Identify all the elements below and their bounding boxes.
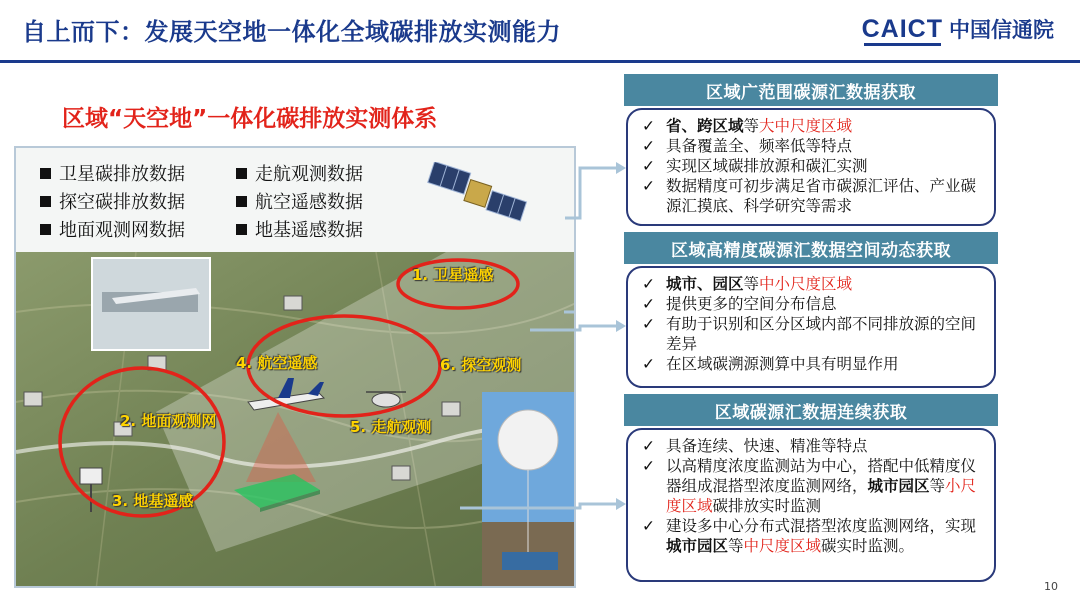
check-icon: ✓	[642, 437, 655, 455]
check-icon: ✓	[642, 275, 655, 293]
check-icon: ✓	[642, 295, 655, 313]
bullet-item	[640, 156, 984, 176]
bullet-text: 等	[743, 275, 760, 293]
bullet-text: 城市园区	[867, 477, 930, 495]
bullet-text: 建设多中心分布式混搭型浓度监测网络，实现	[666, 517, 977, 535]
bullet-text: 中小尺度区域	[759, 275, 853, 293]
label-ground-network: 2. 地面观测网	[120, 412, 217, 430]
bullet-item	[640, 116, 984, 136]
legend-item: 探空碳排放数据	[40, 188, 236, 214]
logo-org-name: 中国信通院	[949, 18, 1054, 42]
bullet-text: 具备连续、快速、精准等特点	[666, 437, 868, 455]
section-box-high-precision	[626, 266, 996, 388]
bullet-text: 以高精度浓度监测站为中心，搭配中低精度仪器组成混搭型浓度监测网络，	[666, 457, 977, 495]
bullet-text: 实现区域碳排放源和碳汇实测	[666, 157, 868, 175]
bullet-item	[640, 354, 984, 374]
bullet-text: 小尺度区域	[666, 477, 977, 515]
check-icon: ✓	[642, 137, 655, 155]
label-mobile: 5. 走航观测	[350, 418, 432, 436]
check-icon: ✓	[642, 517, 655, 535]
bullet-text: 碳排放实时监测	[712, 497, 822, 515]
label-sounding: 6. 探空观测	[440, 356, 522, 374]
legend-item: 航空遥感数据	[236, 188, 406, 214]
bullet-item	[640, 294, 984, 314]
bullet-text: 省、跨区域	[666, 117, 744, 135]
legend-item: 卫星碳排放数据	[40, 160, 236, 186]
check-icon: ✓	[642, 157, 655, 175]
bullet-item	[640, 456, 984, 516]
bullet-item	[640, 314, 984, 354]
section-subtitle: 区域“天空地”一体化碳排放实测体系	[62, 106, 438, 132]
check-icon: ✓	[642, 315, 655, 333]
bullet-text: 大中尺度区域	[759, 117, 853, 135]
page-number: 10	[1044, 580, 1058, 593]
legend-item: 地基遥感数据	[236, 216, 406, 242]
label-aerial: 4. 航空遥感	[236, 354, 318, 372]
bullet-item	[640, 136, 984, 156]
section-header-high-precision: 区域高精度碳源汇数据空间动态获取	[624, 232, 998, 264]
logo-caict: CAICT	[861, 14, 943, 43]
section-header-wide-range: 区域广范围碳源汇数据获取	[624, 74, 998, 106]
section-box-wide-range	[626, 108, 996, 226]
check-icon: ✓	[642, 177, 655, 195]
label-satellite: 1. 卫星遥感	[412, 266, 494, 284]
bullet-item	[640, 436, 984, 456]
bullet-text: 等	[728, 537, 744, 555]
legend-item: 走航观测数据	[236, 160, 406, 186]
bullet-list	[640, 436, 984, 556]
bullet-list	[640, 274, 984, 374]
bullet-text: 数据精度可初步满足省市碳源汇评估、产业碳源汇摸底、科学研究等需求	[666, 177, 977, 215]
bullet-text: 等	[743, 117, 760, 135]
bullet-text: 等	[929, 477, 946, 495]
page-title: 自上而下：发展天空地一体化全域碳排放实测能力	[22, 18, 561, 46]
check-icon: ✓	[642, 355, 655, 373]
bullet-item	[640, 274, 984, 294]
section-box-continuous	[626, 428, 996, 582]
bullet-list	[640, 116, 984, 216]
bullet-item	[640, 516, 984, 556]
bullet-text: 城市、园区	[666, 275, 744, 293]
bullet-item	[640, 176, 984, 216]
bullet-text: 在区域碳溯源测算中具有明显作用	[666, 355, 899, 373]
bullet-text: 具备覆盖全、频率低等特点	[666, 137, 853, 155]
bullet-text: 城市园区	[666, 537, 729, 555]
section-header-continuous: 区域碳源汇数据连续获取	[624, 394, 998, 426]
label-ground-remote: 3. 地基遥感	[112, 492, 194, 510]
check-icon: ✓	[642, 117, 655, 135]
bullet-text: 中尺度区域	[743, 537, 822, 555]
bullet-text: 有助于识别和区分区域内部不同排放源的空间差异	[666, 315, 977, 353]
check-icon: ✓	[642, 457, 655, 475]
bullet-text: 提供更多的空间分布信息	[666, 295, 837, 313]
bullet-text: 碳实时监测。	[821, 537, 915, 555]
legend-item: 地面观测网数据	[40, 216, 236, 242]
